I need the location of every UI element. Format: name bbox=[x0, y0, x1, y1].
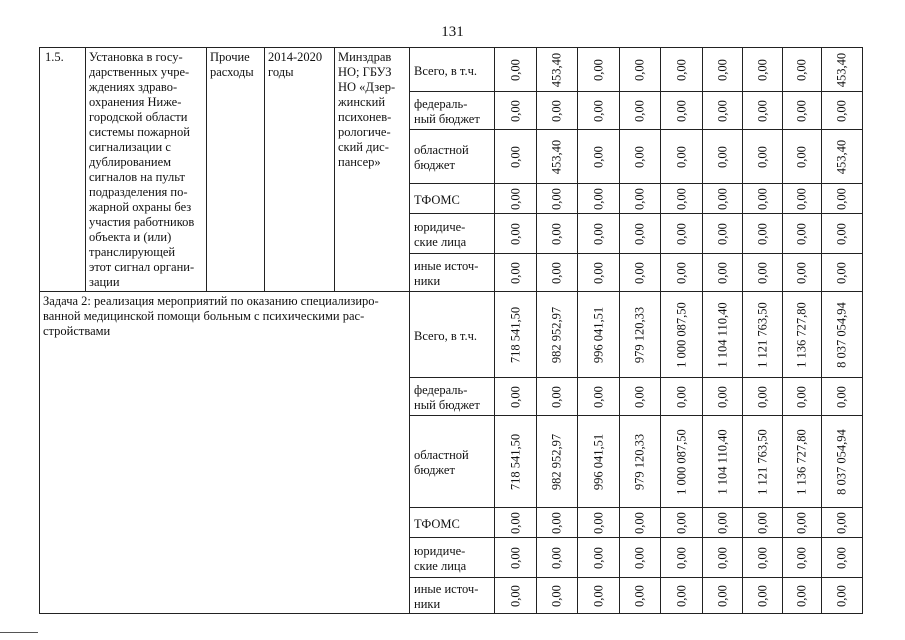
value-text: 0,00 bbox=[508, 261, 522, 284]
value-text: 0,00 bbox=[508, 58, 522, 81]
value-cell bbox=[661, 378, 703, 416]
value-text: 0,00 bbox=[508, 546, 522, 569]
value-cell bbox=[783, 292, 822, 378]
value-cell bbox=[703, 538, 743, 578]
value-text: 0,00 bbox=[549, 261, 564, 284]
funding-source-cell bbox=[410, 538, 495, 578]
value-text: 0,00 bbox=[755, 261, 769, 284]
value-text: 0,00 bbox=[794, 385, 809, 408]
value-cell bbox=[661, 292, 703, 378]
value-text: 0,00 bbox=[632, 511, 647, 534]
value-cell bbox=[783, 214, 822, 254]
value-cell bbox=[661, 578, 703, 614]
value-text: 0,00 bbox=[715, 58, 729, 81]
funding-source-cell-text: юридиче- ские лица bbox=[414, 544, 467, 573]
value-cell bbox=[703, 48, 743, 92]
value-text: 0,00 bbox=[794, 187, 809, 210]
value-cell bbox=[703, 416, 743, 508]
value-cell bbox=[743, 578, 783, 614]
value-text: 0,00 bbox=[591, 187, 605, 210]
expense-type-cell-text: Прочие расходы bbox=[210, 50, 254, 79]
funding-source-cell bbox=[410, 254, 495, 292]
value-cell bbox=[495, 378, 537, 416]
value-cell bbox=[743, 184, 783, 214]
value-cell bbox=[578, 292, 620, 378]
value-cell bbox=[783, 578, 822, 614]
funding-source-cell bbox=[410, 48, 495, 92]
value-cell bbox=[822, 578, 863, 614]
value-cell bbox=[537, 48, 578, 92]
value-cell bbox=[537, 184, 578, 214]
value-cell bbox=[743, 92, 783, 130]
value-cell bbox=[537, 508, 578, 538]
value-cell bbox=[743, 538, 783, 578]
value-text: 0,00 bbox=[508, 145, 522, 168]
funding-source-cell bbox=[410, 130, 495, 184]
value-text: 0,00 bbox=[674, 584, 688, 607]
value-cell bbox=[743, 416, 783, 508]
value-text: 0,00 bbox=[632, 145, 647, 168]
value-cell bbox=[783, 254, 822, 292]
value-cell bbox=[743, 130, 783, 184]
value-text: 0,00 bbox=[794, 99, 809, 122]
value-text: 0,00 bbox=[591, 222, 605, 245]
value-cell bbox=[703, 184, 743, 214]
item-name-cell-text: Установка в госу- дарственных учре- ждениях здраво- охранения Ниже- городской области системы пожарной сигнализации с дублированием сигналов на пульт подразделения по- жарной охраны без участия работников объекта и (или) транслирующей этот сигнал органи- зации bbox=[89, 50, 195, 289]
value-text: 0,00 bbox=[794, 546, 809, 569]
value-text: 0,00 bbox=[755, 58, 769, 81]
value-cell bbox=[703, 130, 743, 184]
years-cell bbox=[265, 48, 335, 292]
value-cell bbox=[620, 130, 661, 184]
value-cell bbox=[703, 292, 743, 378]
value-cell bbox=[578, 578, 620, 614]
value-text: 8 037 054,94 bbox=[834, 428, 849, 495]
value-cell bbox=[743, 48, 783, 92]
value-text: 0,00 bbox=[674, 187, 688, 210]
funding-source-cell-text: ТФОМС bbox=[414, 192, 460, 207]
value-cell bbox=[783, 92, 822, 130]
value-text: 0,00 bbox=[508, 99, 522, 122]
value-text: 1 104 110,40 bbox=[715, 301, 729, 368]
value-cell bbox=[822, 254, 863, 292]
value-cell bbox=[783, 184, 822, 214]
value-text: 453,40 bbox=[549, 52, 564, 87]
value-cell bbox=[822, 184, 863, 214]
value-cell bbox=[661, 416, 703, 508]
value-text: 453,40 bbox=[834, 52, 849, 87]
value-cell bbox=[822, 292, 863, 378]
value-cell bbox=[620, 184, 661, 214]
value-text: 0,00 bbox=[794, 511, 809, 534]
value-cell bbox=[537, 578, 578, 614]
funding-source-cell-text: иные источ- ники bbox=[414, 259, 479, 288]
value-text: 979 120,33 bbox=[632, 433, 647, 490]
value-text: 0,00 bbox=[591, 546, 605, 569]
value-text: 1 121 763,50 bbox=[755, 301, 769, 368]
value-text: 0,00 bbox=[834, 99, 849, 122]
value-text: 0,00 bbox=[834, 222, 849, 245]
value-text: 0,00 bbox=[591, 145, 605, 168]
value-text: 0,00 bbox=[755, 546, 769, 569]
value-cell bbox=[537, 214, 578, 254]
value-text: 0,00 bbox=[674, 222, 688, 245]
value-text: 0,00 bbox=[794, 261, 809, 284]
value-cell bbox=[537, 254, 578, 292]
value-cell bbox=[620, 214, 661, 254]
value-text: 0,00 bbox=[794, 222, 809, 245]
value-cell bbox=[578, 538, 620, 578]
value-cell bbox=[495, 130, 537, 184]
value-text: 0,00 bbox=[834, 584, 849, 607]
value-text: 0,00 bbox=[508, 511, 522, 534]
value-cell bbox=[620, 578, 661, 614]
value-cell bbox=[578, 48, 620, 92]
value-text: 982 952,97 bbox=[549, 306, 564, 363]
value-text: 0,00 bbox=[715, 145, 729, 168]
value-text: 0,00 bbox=[794, 58, 809, 81]
expense-type-cell bbox=[207, 48, 265, 292]
value-cell bbox=[620, 378, 661, 416]
value-cell bbox=[578, 416, 620, 508]
value-cell bbox=[578, 254, 620, 292]
value-text: 0,00 bbox=[508, 222, 522, 245]
value-text: 0,00 bbox=[715, 187, 729, 210]
value-text: 0,00 bbox=[549, 99, 564, 122]
value-text: 996 041,51 bbox=[591, 433, 605, 490]
value-text: 718 541,50 bbox=[508, 306, 522, 363]
value-cell bbox=[537, 538, 578, 578]
value-cell bbox=[743, 254, 783, 292]
funding-source-cell bbox=[410, 578, 495, 614]
value-text: 0,00 bbox=[674, 261, 688, 284]
value-cell bbox=[495, 508, 537, 538]
value-cell bbox=[620, 508, 661, 538]
value-cell bbox=[822, 378, 863, 416]
value-cell bbox=[661, 130, 703, 184]
value-text: 0,00 bbox=[632, 546, 647, 569]
value-cell bbox=[703, 578, 743, 614]
value-text: 0,00 bbox=[834, 385, 849, 408]
value-cell bbox=[743, 508, 783, 538]
value-text: 0,00 bbox=[755, 584, 769, 607]
value-text: 0,00 bbox=[508, 187, 522, 210]
value-text: 0,00 bbox=[755, 222, 769, 245]
value-text: 0,00 bbox=[632, 385, 647, 408]
table-row bbox=[40, 48, 863, 92]
value-text: 0,00 bbox=[632, 261, 647, 284]
value-text: 0,00 bbox=[755, 511, 769, 534]
funding-source-cell-text: федераль- ный бюджет bbox=[414, 97, 480, 126]
value-text: 0,00 bbox=[755, 145, 769, 168]
table-row bbox=[40, 292, 863, 378]
funding-source-cell-text: областной бюджет bbox=[414, 143, 469, 172]
value-cell bbox=[578, 92, 620, 130]
funding-source-cell bbox=[410, 184, 495, 214]
value-cell bbox=[743, 378, 783, 416]
value-text: 0,00 bbox=[549, 546, 564, 569]
value-text: 0,00 bbox=[632, 58, 647, 81]
years-cell-text: 2014-2020 годы bbox=[268, 50, 323, 79]
value-text: 0,00 bbox=[508, 385, 522, 408]
value-text: 0,00 bbox=[715, 222, 729, 245]
funding-source-cell-text: федераль- ный бюджет bbox=[414, 383, 480, 412]
value-text: 0,00 bbox=[591, 584, 605, 607]
value-cell bbox=[703, 254, 743, 292]
funding-source-cell-text: иные источ- ники bbox=[414, 582, 479, 611]
value-text: 0,00 bbox=[674, 546, 688, 569]
value-cell bbox=[495, 214, 537, 254]
value-text: 996 041,51 bbox=[591, 306, 605, 363]
value-text: 0,00 bbox=[591, 511, 605, 534]
value-cell bbox=[495, 416, 537, 508]
value-text: 0,00 bbox=[794, 584, 809, 607]
value-text: 0,00 bbox=[632, 584, 647, 607]
value-cell bbox=[620, 292, 661, 378]
item-number-cell bbox=[40, 48, 86, 292]
funding-source-cell-text: областной бюджет bbox=[414, 448, 469, 477]
value-cell bbox=[661, 214, 703, 254]
value-text: 0,00 bbox=[715, 99, 729, 122]
value-text: 0,00 bbox=[715, 385, 729, 408]
value-cell bbox=[822, 508, 863, 538]
executor-cell-text: Минздрав НО; ГБУЗ НО «Дзер- жинский психонев- рологиче- ский дис- пансер» bbox=[338, 50, 396, 169]
value-cell bbox=[661, 508, 703, 538]
value-cell bbox=[783, 378, 822, 416]
budget-table bbox=[39, 47, 863, 614]
value-cell bbox=[578, 184, 620, 214]
value-text: 0,00 bbox=[834, 546, 849, 569]
value-cell bbox=[822, 538, 863, 578]
funding-source-cell bbox=[410, 416, 495, 508]
value-text: 0,00 bbox=[715, 584, 729, 607]
value-cell bbox=[537, 416, 578, 508]
value-text: 0,00 bbox=[549, 222, 564, 245]
value-cell bbox=[783, 130, 822, 184]
value-cell bbox=[661, 184, 703, 214]
value-text: 0,00 bbox=[715, 261, 729, 284]
value-cell bbox=[578, 130, 620, 184]
value-text: 0,00 bbox=[674, 145, 688, 168]
value-cell bbox=[495, 538, 537, 578]
value-text: 718 541,50 bbox=[508, 433, 522, 490]
value-cell bbox=[703, 378, 743, 416]
value-text: 0,00 bbox=[508, 584, 522, 607]
page-number: 131 bbox=[441, 24, 464, 40]
value-cell bbox=[537, 92, 578, 130]
value-cell bbox=[495, 292, 537, 378]
value-text: 0,00 bbox=[715, 546, 729, 569]
value-text: 0,00 bbox=[834, 187, 849, 210]
value-text: 0,00 bbox=[755, 99, 769, 122]
value-text: 0,00 bbox=[834, 261, 849, 284]
value-cell bbox=[620, 416, 661, 508]
value-cell bbox=[703, 508, 743, 538]
value-cell bbox=[578, 508, 620, 538]
value-text: 0,00 bbox=[794, 145, 809, 168]
value-cell bbox=[661, 254, 703, 292]
funding-source-cell-text: юридиче- ские лица bbox=[414, 220, 467, 249]
value-cell bbox=[578, 214, 620, 254]
funding-source-cell bbox=[410, 92, 495, 130]
value-text: 1 000 087,50 bbox=[674, 301, 688, 368]
funding-source-cell-text: Всего, в т.ч. bbox=[414, 328, 477, 343]
value-text: 1 104 110,40 bbox=[715, 428, 729, 495]
value-text: 982 952,97 bbox=[549, 433, 564, 490]
value-cell bbox=[661, 538, 703, 578]
value-text: 979 120,33 bbox=[632, 306, 647, 363]
value-cell bbox=[620, 538, 661, 578]
value-text: 0,00 bbox=[591, 385, 605, 408]
value-cell bbox=[495, 578, 537, 614]
value-text: 0,00 bbox=[715, 511, 729, 534]
value-cell bbox=[783, 538, 822, 578]
value-text: 1 136 727,80 bbox=[794, 428, 809, 495]
value-cell bbox=[743, 214, 783, 254]
funding-source-cell bbox=[410, 214, 495, 254]
value-text: 453,40 bbox=[834, 139, 849, 174]
value-text: 0,00 bbox=[591, 261, 605, 284]
value-cell bbox=[783, 48, 822, 92]
value-cell bbox=[822, 130, 863, 184]
value-text: 1 000 087,50 bbox=[674, 428, 688, 495]
value-text: 1 136 727,80 bbox=[794, 301, 809, 368]
value-cell bbox=[783, 508, 822, 538]
value-cell bbox=[703, 92, 743, 130]
value-cell bbox=[661, 92, 703, 130]
value-cell bbox=[661, 48, 703, 92]
value-text: 0,00 bbox=[632, 99, 647, 122]
value-text: 0,00 bbox=[591, 58, 605, 81]
value-text: 0,00 bbox=[549, 187, 564, 210]
value-text: 0,00 bbox=[591, 99, 605, 122]
value-cell bbox=[743, 292, 783, 378]
value-cell bbox=[620, 48, 661, 92]
value-text: 0,00 bbox=[674, 385, 688, 408]
value-text: 0,00 bbox=[755, 187, 769, 210]
value-text: 0,00 bbox=[549, 511, 564, 534]
value-cell bbox=[495, 254, 537, 292]
value-text: 0,00 bbox=[674, 99, 688, 122]
task-title-cell-text: Задача 2: реализация мероприятий по оказанию специализиро- ванной медицинской помощи больным с психическими рас- стройствами bbox=[43, 294, 379, 338]
value-text: 0,00 bbox=[755, 385, 769, 408]
value-text: 0,00 bbox=[632, 187, 647, 210]
value-text: 0,00 bbox=[834, 511, 849, 534]
value-text: 0,00 bbox=[549, 584, 564, 607]
value-cell bbox=[822, 416, 863, 508]
value-cell bbox=[495, 92, 537, 130]
value-cell bbox=[822, 92, 863, 130]
executor-cell bbox=[335, 48, 410, 292]
value-text: 8 037 054,94 bbox=[834, 301, 849, 368]
item-name-cell bbox=[86, 48, 207, 292]
value-text: 453,40 bbox=[549, 139, 564, 174]
funding-source-cell-text: Всего, в т.ч. bbox=[414, 63, 477, 78]
value-text: 0,00 bbox=[674, 58, 688, 81]
value-cell bbox=[783, 416, 822, 508]
task-title-cell bbox=[40, 292, 410, 614]
value-cell bbox=[578, 378, 620, 416]
value-cell bbox=[620, 92, 661, 130]
value-cell bbox=[703, 214, 743, 254]
funding-source-cell bbox=[410, 508, 495, 538]
value-text: 1 121 763,50 bbox=[755, 428, 769, 495]
item-number-cell-text: 1.5. bbox=[45, 50, 64, 64]
value-text: 0,00 bbox=[674, 511, 688, 534]
value-cell bbox=[495, 48, 537, 92]
value-cell bbox=[537, 292, 578, 378]
funding-source-cell bbox=[410, 292, 495, 378]
value-text: 0,00 bbox=[632, 222, 647, 245]
value-cell bbox=[620, 254, 661, 292]
funding-source-cell-text: ТФОМС bbox=[414, 516, 460, 531]
value-text: 0,00 bbox=[549, 385, 564, 408]
value-cell bbox=[822, 48, 863, 92]
value-cell bbox=[495, 184, 537, 214]
value-cell bbox=[537, 378, 578, 416]
funding-source-cell bbox=[410, 378, 495, 416]
value-cell bbox=[537, 130, 578, 184]
value-cell bbox=[822, 214, 863, 254]
footer-rule bbox=[0, 632, 38, 633]
